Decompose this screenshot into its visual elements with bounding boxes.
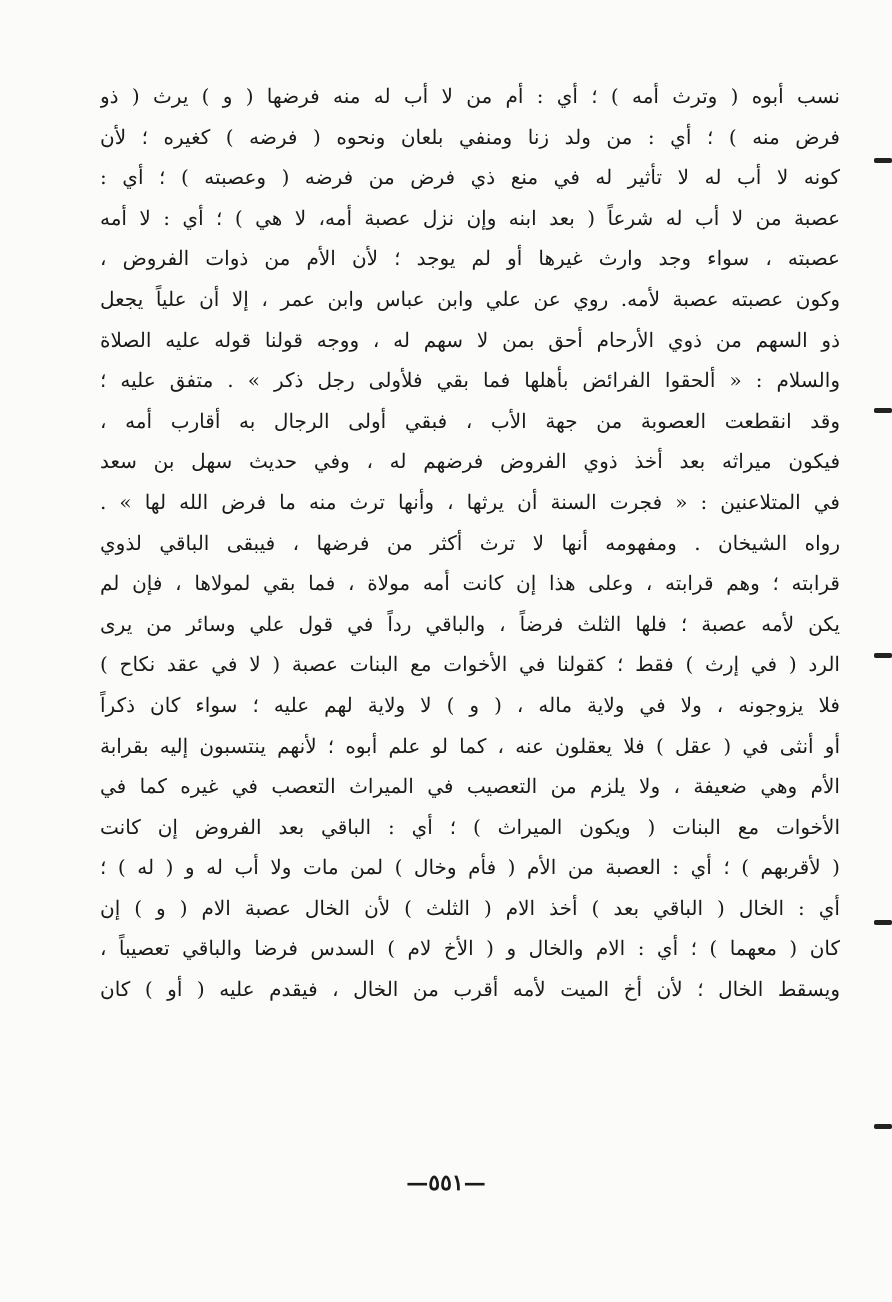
- text-line: الرد ( في إرث ) فقط ؛ كقولنا في الأخوات مع البنات عصبة ( لا في عقد نكاح ): [100, 652, 840, 677]
- text-line: كونه لا أب له لا تأثير له في منع ذي فرض من فرضه ( وعصبته ) ؛ أي :: [100, 165, 840, 190]
- text-line: الأخوات مع البنات ( ويكون الميراث ) ؛ أي : الباقي بعد الفروض إن كانت: [100, 814, 840, 839]
- text-line: يكن لأمه عصبة ؛ فلها الثلث فرضاً ، والباقي رداً في قول علي وسائر من يرى: [100, 611, 840, 636]
- text-line: عصبته ، سواء وجد وارث غيرها أو لم يوجد ؛ لأن الأم من ذوات الفروض ،: [100, 246, 840, 271]
- body-text: [100, 76, 840, 1010]
- text-line: وقد انقطعت العصوبة من جهة الأب ، فبقي أولى الرجال به أقارب أمه ،: [100, 408, 840, 433]
- page-number: —٥٥١—: [406, 1170, 486, 1196]
- text-line: نسب أبوه ( وترث أمه ) ؛ أي : أم من لا أب له منه فرضها ( و ) يرث ( ذو: [100, 84, 840, 108]
- text-line: رواه الشيخان . ومفهومه أنها لا ترث أكثر من فرضها ، فيبقى الباقي لذوي: [100, 530, 840, 555]
- text-line: فيكون ميراثه بعد أخذ ذوي الفروض فرضهم له ، وفي حديث سهل بن سعد: [100, 449, 840, 474]
- text-line: والسلام : « ألحقوا الفرائض بأهلها فما بقي فلأولى رجل ذكر » . متفق عليه ؛: [100, 368, 840, 393]
- text-line: فلا يزوجونه ، ولا في ولاية ماله ، ( و ) لا ولاية لهم عليه ؛ سواء كان ذكراً: [100, 692, 840, 717]
- scan-edge-mark: [874, 1124, 892, 1129]
- text-line: كان ( معهما ) ؛ أي : الام والخال و ( الأخ لام ) السدس فرضا والباقي تعصيباً ،: [100, 936, 840, 961]
- text-line: أو أنثى في ( عقل ) فلا يعقلون عنه ، كما لو علم أبوه ؛ لأنهم ينتسبون إليه بقرابة: [100, 733, 840, 758]
- scan-edge-mark: [874, 408, 892, 413]
- text-line: الأم وهي ضعيفة ، ولا يلزم من التعصيب في الميراث التعصب في غيره كما في: [100, 774, 840, 799]
- scan-edge-mark: [874, 158, 892, 163]
- text-line: قرابته ؛ وهم قرابته ، وعلى هذا إن كانت أمه مولاة ، فما بقي لمولاها ، فإن لم: [100, 571, 840, 596]
- text-line: ويسقط الخال ؛ لأن أخ الميت لأمه أقرب من الخال ، فيقدم عليه ( أو ) كان: [100, 977, 840, 1002]
- text-line: ذو السهم من ذوي الأرحام أحق بمن لا سهم له ، ووجه قولنا قوله عليه الصلاة: [100, 327, 840, 352]
- text-line: فرض منه ) ؛ أي : من ولد زنا ومنفي بلعان ونحوه ( فرضه ) كغيره ؛ لأن: [100, 124, 840, 149]
- scan-edge-mark: [874, 920, 892, 925]
- text-line: عصبة من لا أب له شرعاً ( بعد ابنه وإن نزل عصبة أمه، لا هي ) ؛ أي : لا أمه: [100, 205, 840, 230]
- text-line: ( لأقربهم ) ؛ أي : العصبة من الأم ( فأم وخال ) لمن مات ولا أب له و ( له ) ؛: [100, 855, 840, 880]
- scan-edge-mark: [874, 653, 892, 658]
- text-line: في المتلاعنين : « فجرت السنة أن يرثها ، وأنها ترث منه ما فرض الله لها » .: [100, 489, 840, 514]
- text-line: وكون عصبته عصبة لأمه. روي عن علي وابن عباس وابن عمر ، إلا أن علياً يجعل: [100, 286, 840, 311]
- text-line: أي : الخال ( الباقي بعد ) أخذ الام ( الثلث ) لأن الخال عصبة الام ( و ) إن: [100, 895, 840, 920]
